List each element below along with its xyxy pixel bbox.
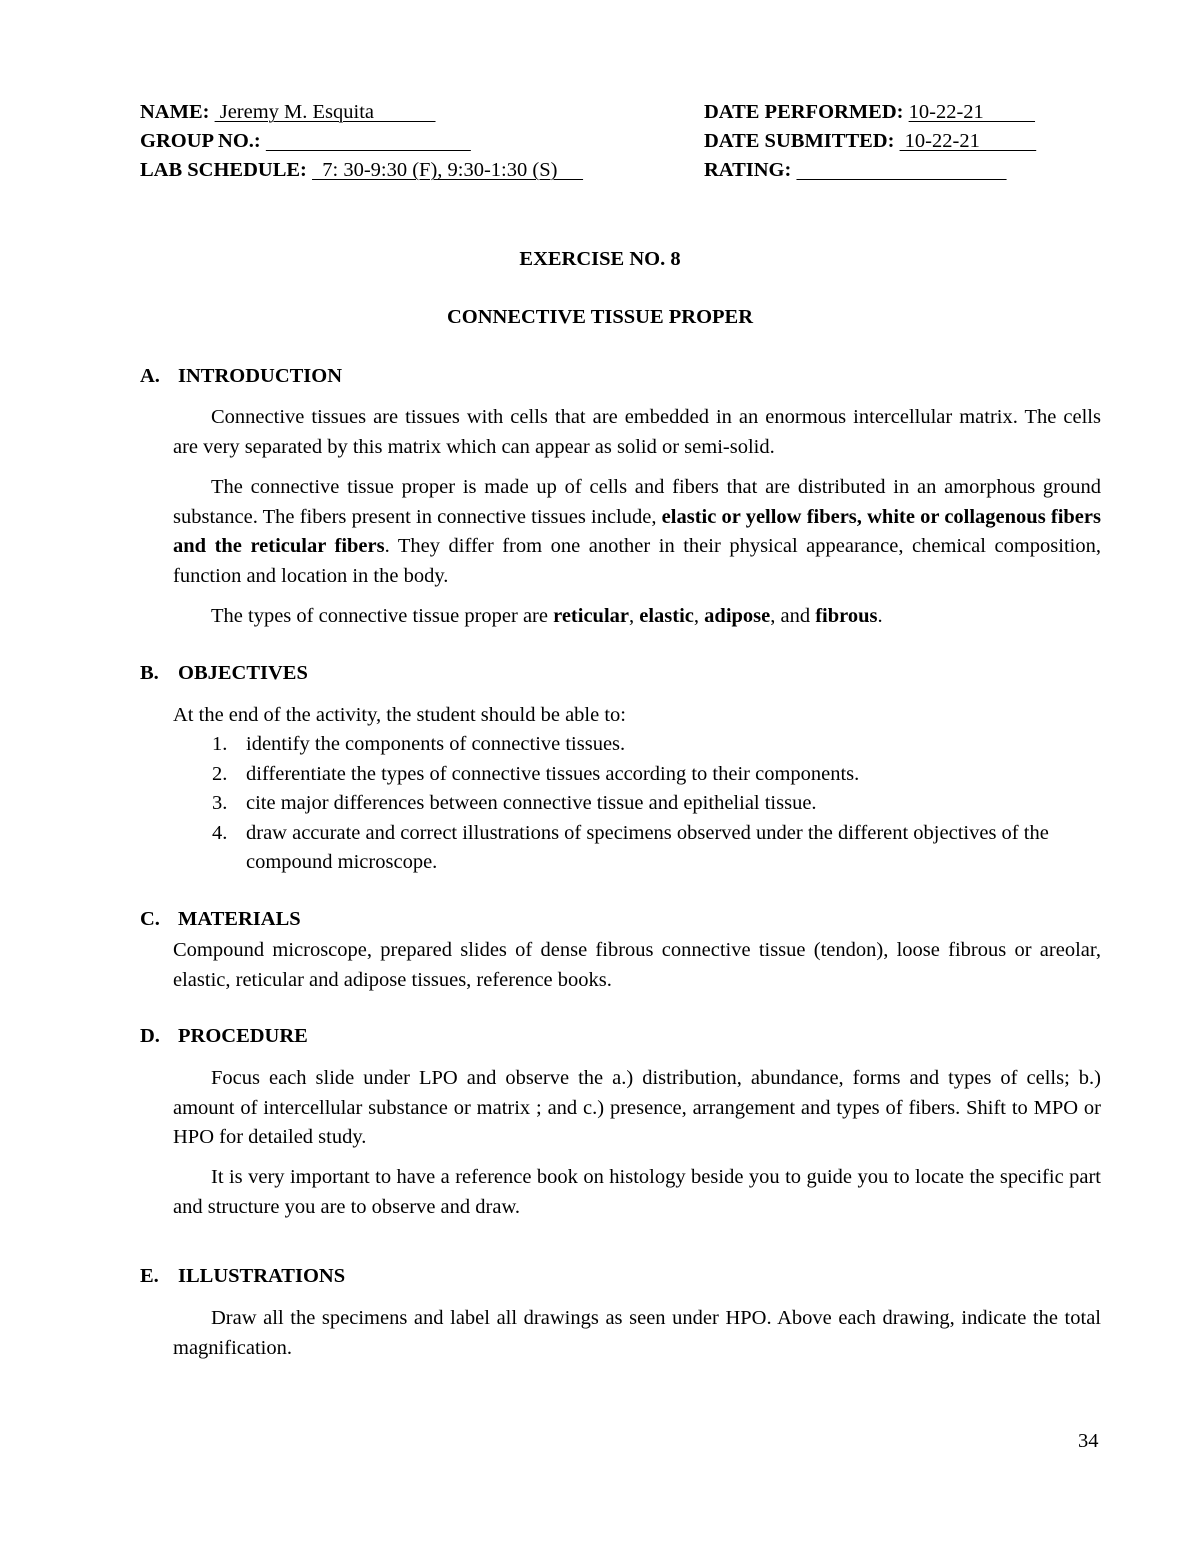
section-letter: E. [140, 1265, 159, 1287]
intro-p2-text-b: . They differ from one another in their physical appearance, chemical composition, function and location in the body. [173, 535, 1101, 587]
list-item [173, 730, 1103, 760]
header-row-2 [0, 130, 1200, 160]
topic-title: CONNECTIVE TISSUE PROPER [446, 306, 754, 328]
section-title: MATERIALS [178, 908, 301, 930]
type-fibrous: fibrous [815, 605, 878, 627]
list-number: 2. [212, 762, 228, 785]
date-submitted-field [704, 130, 1036, 153]
procedure-paragraph-1: Focus each slide under LPO and observe the a.) distribution, abundance, forms and types of cells; b.) amount of intercellular substance or matrix ; and c.) presence, arrangement and types of fibers. Shift to MPO or HPO for detailed study. [173, 1067, 1101, 1148]
list-number: 3. [212, 792, 228, 814]
rating-field [704, 159, 1007, 182]
section-title: PROCEDURE [178, 1025, 308, 1047]
section-heading-objectives [140, 662, 308, 685]
objectives-intro: At the end of the activity, the student should be able to: [173, 704, 626, 726]
schedule-value: 7: 30-9:30 (F), 9:30-1:30 (S) [312, 159, 584, 181]
section-title: INTRODUCTION [178, 365, 343, 387]
date-performed-label: DATE PERFORMED: [704, 101, 904, 123]
type-elastic: elastic [639, 605, 694, 627]
section-heading-illustrations [140, 1265, 345, 1288]
date-submitted-label: DATE SUBMITTED: [704, 130, 895, 152]
intro-p2-bold: elastic or yellow fibers, white or collagenous fibers and the reticular fibers [173, 505, 1101, 557]
intro-p2-text-a: The connective tissue proper is made up of cells and fibers that are distributed in an amorphous ground substance. The fibers present in connective tissues include, [173, 476, 1101, 528]
objectives-list [173, 730, 1103, 878]
header-row-3 [0, 159, 1200, 189]
illustrations-paragraph: Draw all the specimens and label all drawings as seen under HPO. Above each drawing, indicate the total magnification. [173, 1307, 1101, 1359]
procedure-paragraph-2: It is very important to have a reference book on histology beside you to guide you to locate the specific part and structure you are to observe and draw. [173, 1166, 1101, 1218]
list-number: 4. [212, 821, 228, 844]
section-heading-materials [140, 908, 301, 931]
section-title: ILLUSTRATIONS [178, 1265, 346, 1287]
separator: , [629, 605, 640, 627]
exercise-title: EXERCISE NO. 8 [519, 248, 681, 270]
type-adipose: adipose [704, 605, 771, 627]
list-item [173, 789, 1103, 819]
list-number: 1. [212, 733, 228, 755]
section-letter: B. [140, 662, 159, 684]
date-performed-value: 10-22-21 [908, 101, 1036, 123]
separator: , and [770, 605, 816, 627]
section-letter: A. [140, 365, 160, 387]
list-item [173, 760, 1103, 790]
materials-paragraph: Compound microscope, prepared slides of dense fibrous connective tissue (tendon), loose fibrous or areolar, elastic, reticular and adipose tissues, reference books. [173, 939, 1101, 991]
intro-paragraph-3 [173, 602, 1101, 632]
section-heading-procedure [140, 1025, 308, 1048]
intro-p3-text: The types of connective tissue proper are [211, 605, 554, 627]
period: . [877, 605, 883, 627]
rating-label: RATING: [704, 159, 792, 181]
section-letter: C. [140, 908, 160, 930]
separator: , [693, 605, 705, 627]
list-text: differentiate the types of connective tissues according to their components. [246, 762, 860, 785]
group-label: GROUP NO.: [140, 130, 261, 152]
section-heading-introduction [140, 365, 342, 388]
list-text: identify the components of connective tissues. [246, 733, 626, 755]
intro-paragraph-1: Connective tissues are tissues with cells that are embedded in an enormous intercellular matrix. The cells are very separated by this matrix which can appear as solid or semi-solid. [173, 406, 1101, 458]
list-item [173, 819, 1103, 878]
group-value [266, 130, 471, 152]
rating-value [796, 159, 1006, 181]
section-letter: D. [140, 1025, 160, 1047]
header-row-1 [0, 101, 1200, 131]
section-title: OBJECTIVES [178, 662, 308, 684]
date-performed-field [704, 101, 1035, 124]
date-submitted-value: 10-22-21 [899, 130, 1037, 152]
group-field [140, 130, 471, 153]
schedule-field [140, 159, 583, 182]
name-label: NAME: [140, 101, 210, 123]
intro-paragraph-2 [173, 473, 1101, 591]
page-number: 34 [1078, 1430, 1099, 1452]
type-reticular: reticular [553, 605, 630, 627]
schedule-label: LAB SCHEDULE: [140, 159, 307, 181]
name-value: Jeremy M. Esquita [214, 101, 436, 123]
name-field [140, 101, 436, 124]
list-text: cite major differences between connective tissue and epithelial tissue. [246, 792, 817, 814]
list-text: draw accurate and correct illustrations of specimens observed under the different objectives of the compound microscope. [246, 821, 1049, 873]
